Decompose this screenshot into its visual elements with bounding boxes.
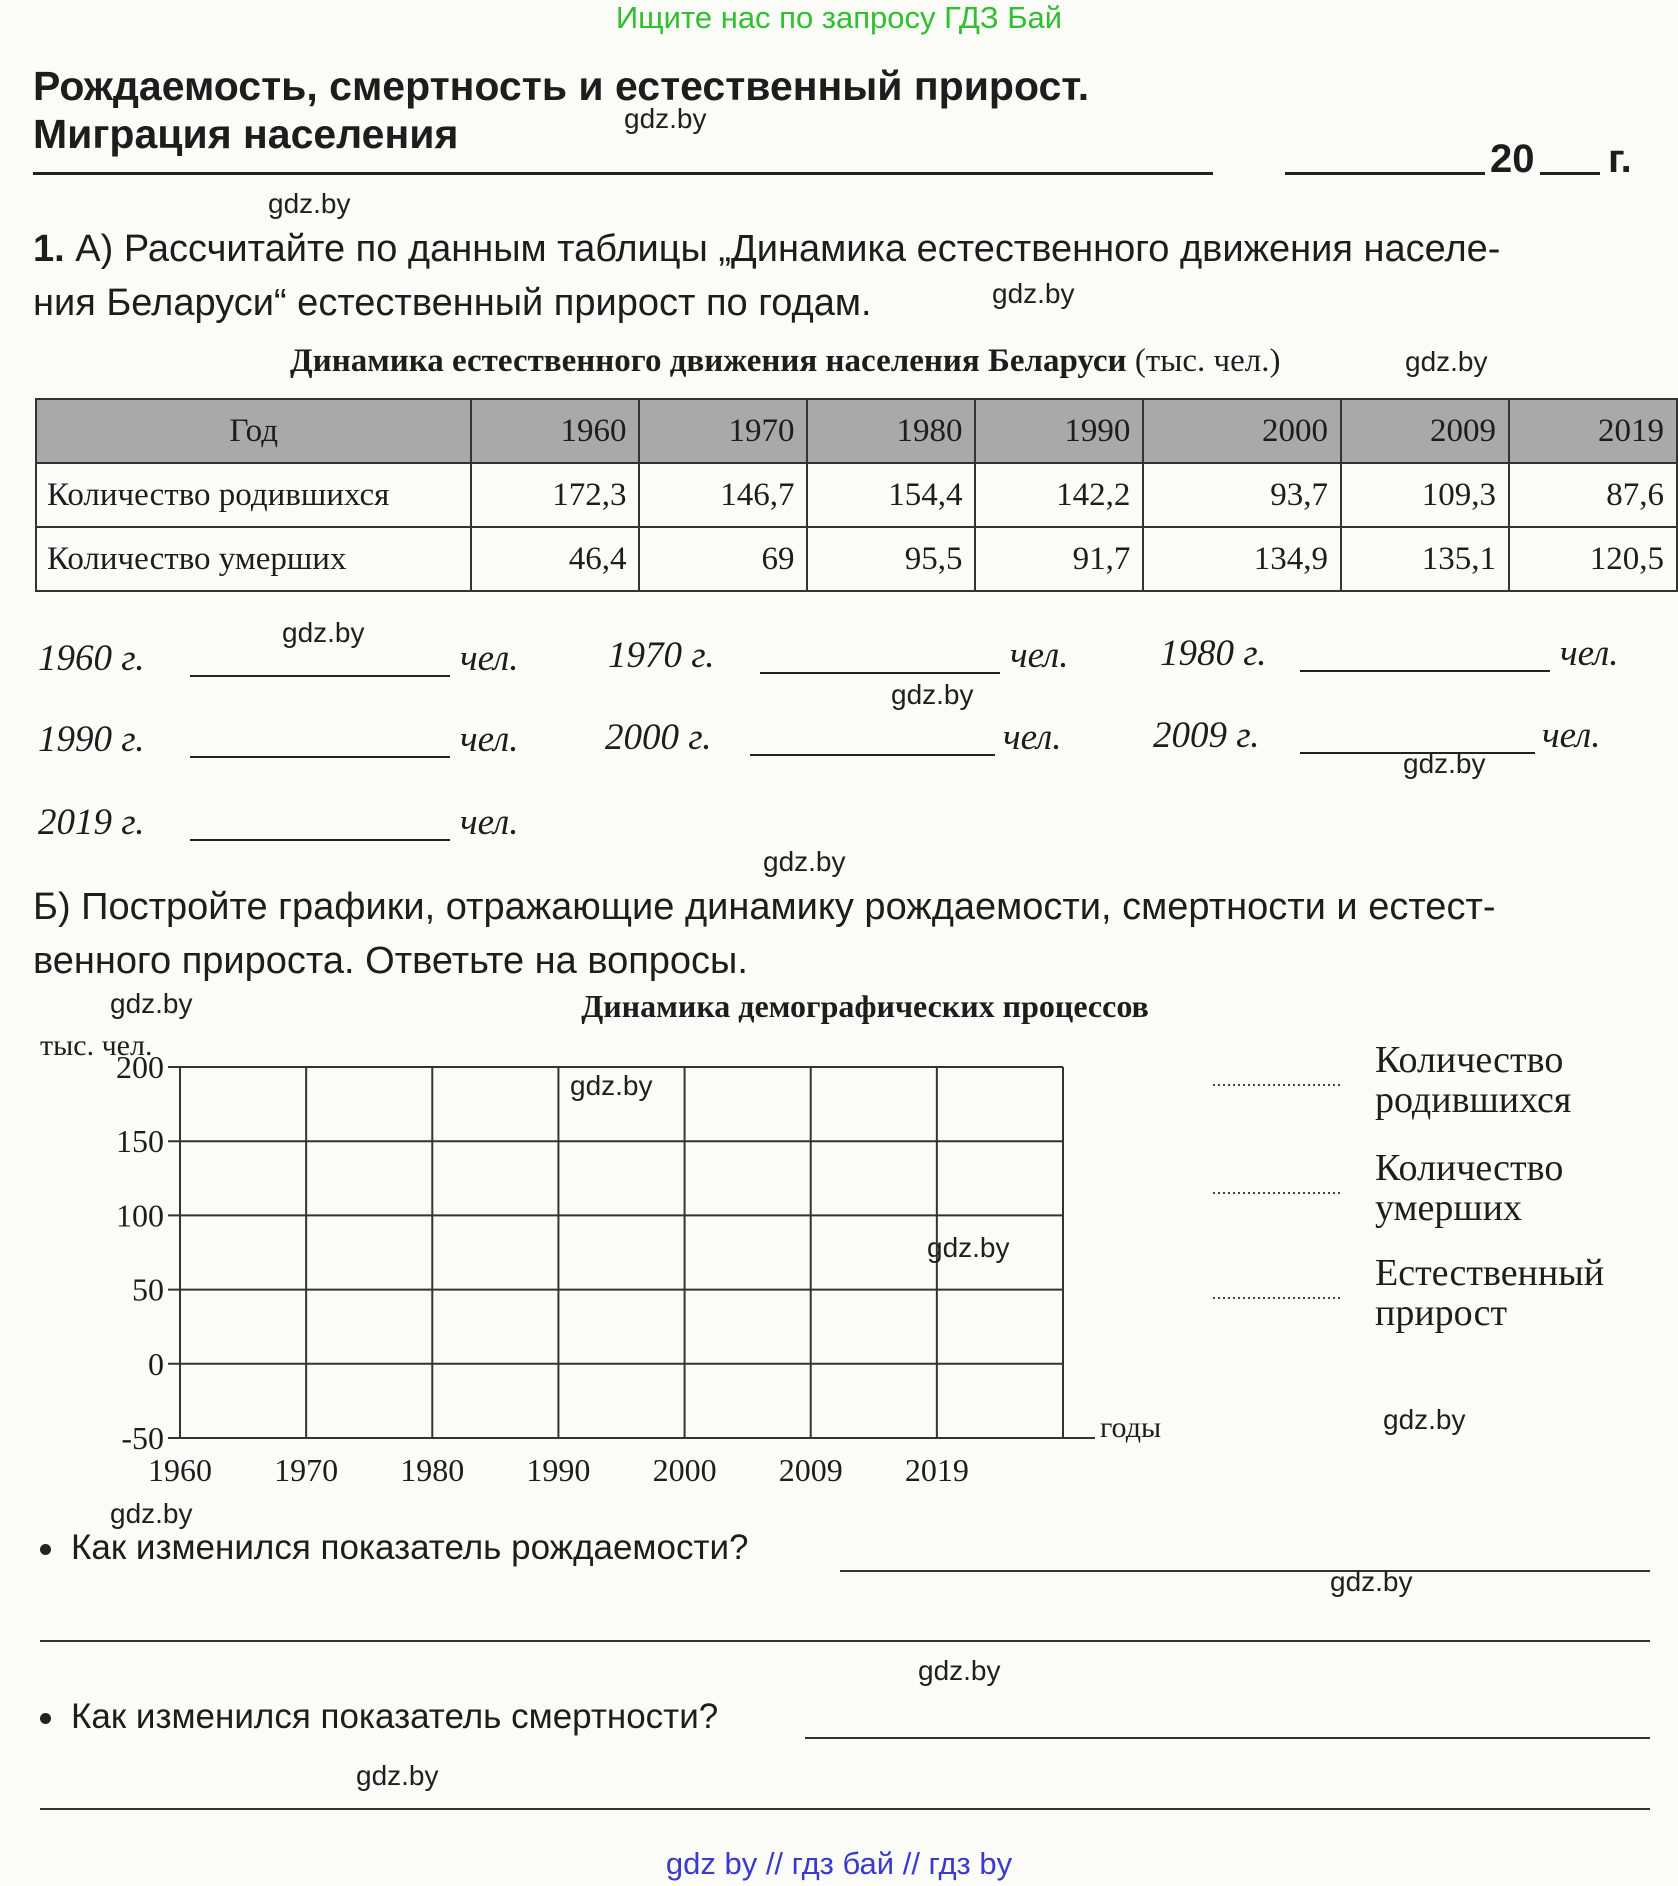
table-cell: 120,5 — [1509, 527, 1677, 591]
task-number: 1. — [33, 228, 65, 270]
table-header-year-label: Год — [36, 399, 471, 463]
table-header-year: 1980 — [807, 399, 975, 463]
watermark: gdz.by — [282, 617, 365, 648]
y-tick-label: -50 — [121, 1420, 164, 1456]
date-year-prefix: 20 — [1490, 137, 1535, 181]
watermark: gdz.by — [110, 1498, 193, 1529]
fill-blank-1970[interactable] — [760, 672, 1000, 674]
answer-line[interactable] — [40, 1808, 1650, 1810]
fill-unit: чел. — [460, 638, 519, 679]
task-1b-line-2: венного прироста. Ответьте на вопросы. — [33, 940, 748, 982]
question-text: Как изменился показатель смертности? — [71, 1697, 719, 1736]
fill-unit: чел. — [460, 719, 519, 760]
table-row-deaths — [36, 527, 1677, 591]
watermark: gdz.by — [891, 679, 974, 710]
task-1a-line-2: ния Беларуси“ естественный прирост по годам. — [33, 282, 872, 324]
legend-label: Количество родившихся — [1375, 1039, 1572, 1121]
fill-unit: чел. — [1560, 633, 1619, 674]
table-header-year: 1990 — [975, 399, 1143, 463]
table-header-year: 2009 — [1341, 399, 1509, 463]
fill-year-2000: 2000 г. — [605, 717, 712, 758]
x-tick-label: 1980 — [400, 1452, 465, 1488]
x-tick-label: 1960 — [148, 1452, 212, 1488]
watermark: gdz.by — [918, 1655, 1001, 1686]
table-cell: 135,1 — [1341, 527, 1509, 591]
bottom-banner: gdz by // гдз бай // гдз by — [665, 1846, 1013, 1881]
table-header-year: 2000 — [1143, 399, 1341, 463]
watermark: gdz.by — [570, 1070, 653, 1101]
watermark: gdz.by — [1403, 748, 1486, 779]
question-births — [40, 1528, 749, 1568]
y-axis-label: тыс. чел. — [40, 1029, 153, 1062]
title-underline — [33, 172, 1213, 175]
x-tick-label: 2009 — [778, 1452, 843, 1488]
y-tick-label: 200 — [116, 1049, 164, 1085]
table-cell: 172,3 — [471, 463, 639, 527]
x-axis-label: годы — [1100, 1411, 1162, 1444]
table-header-year: 2019 — [1509, 399, 1677, 463]
fill-blank-1960[interactable] — [190, 675, 450, 677]
x-tick-labels — [148, 1452, 969, 1488]
fill-unit: чел. — [1542, 715, 1601, 756]
watermark: gdz.by — [992, 278, 1075, 309]
table-row-label: Количество умерших — [36, 527, 471, 591]
watermark: gdz.by — [624, 103, 707, 134]
y-tick-label: 0 — [148, 1345, 164, 1382]
x-tick-label: 1970 — [274, 1452, 339, 1488]
fill-year-1980: 1980 г. — [1160, 633, 1267, 674]
answer-line[interactable] — [805, 1737, 1650, 1739]
fill-year-1990: 1990 г. — [38, 719, 145, 760]
watermark: gdz.by — [927, 1232, 1010, 1263]
table-cell: 95,5 — [807, 527, 975, 591]
fill-unit: чел. — [1010, 635, 1069, 676]
chart-title: Динамика демографических процессов — [581, 988, 1149, 1024]
watermark: gdz.by — [110, 988, 193, 1019]
table-cell: 154,4 — [807, 463, 975, 527]
table-header-year: 1960 — [471, 399, 639, 463]
bullet-icon — [40, 1544, 51, 1555]
x-tick-label: 1990 — [526, 1452, 591, 1488]
x-tick-label: 2019 — [904, 1452, 969, 1488]
y-tick-labels — [116, 1049, 164, 1456]
fill-year-1970: 1970 г. — [608, 635, 715, 676]
fill-blank-2000[interactable] — [750, 754, 995, 756]
table-row-births — [36, 463, 1677, 527]
table-cell: 69 — [639, 527, 807, 591]
table-caption-unit: (тыс. чел.) — [1134, 343, 1281, 379]
table-cell: 46,4 — [471, 527, 639, 591]
table-caption — [290, 343, 1281, 380]
answer-line[interactable] — [40, 1640, 1650, 1642]
table-cell: 91,7 — [975, 527, 1143, 591]
table-cell: 93,7 — [1143, 463, 1341, 527]
date-year-blank[interactable] — [1540, 172, 1600, 175]
chart-legend — [1213, 1039, 1604, 1334]
x-tick-label: 2000 — [652, 1452, 717, 1488]
answer-line[interactable] — [840, 1570, 1650, 1572]
watermark: gdz.by — [268, 188, 351, 219]
table-caption-title: Динамика естественного движения населения Беларуси — [290, 343, 1127, 379]
fill-unit: чел. — [1003, 717, 1062, 758]
task-1a-line-1: А) Рассчитайте по данным таблицы „Динамика естественного движения населе- — [75, 228, 1501, 270]
title-line-1: Рождаемость, смертность и естественный прирост. — [33, 63, 1090, 109]
table-row-label: Количество родившихся — [36, 463, 471, 527]
bullet-icon — [40, 1713, 51, 1724]
task-1a-text — [33, 222, 1643, 330]
watermark: gdz.by — [356, 1760, 439, 1791]
fill-year-2019: 2019 г. — [38, 802, 145, 843]
question-text: Как изменился показатель рождаемости? — [71, 1528, 749, 1567]
fill-year-1960: 1960 г. — [38, 638, 145, 679]
y-tick-label: 100 — [116, 1197, 164, 1234]
question-deaths — [40, 1697, 718, 1737]
fill-blank-1990[interactable] — [190, 756, 450, 758]
title-line-2: Миграция населения — [33, 111, 459, 157]
fill-year-2009: 2009 г. — [1153, 715, 1260, 756]
table-cell: 87,6 — [1509, 463, 1677, 527]
legend-label: Естественный прирост — [1375, 1252, 1605, 1334]
fill-unit: чел. — [460, 802, 519, 843]
watermark: gdz.by — [1330, 1566, 1413, 1597]
table-header-row — [36, 399, 1677, 463]
y-tick-label: 150 — [116, 1123, 164, 1160]
y-tick-label: 50 — [132, 1271, 164, 1308]
watermark: gdz.by — [763, 846, 846, 877]
page-title — [33, 62, 1089, 158]
watermark: gdz.by — [1383, 1404, 1466, 1435]
fill-blank-1980[interactable] — [1300, 670, 1550, 672]
population-dynamics-table — [35, 398, 1678, 592]
watermark: gdz.by — [1405, 346, 1488, 377]
legend-label: Количество умерших — [1375, 1147, 1564, 1229]
fill-blank-2019[interactable] — [190, 839, 450, 841]
date-year-suffix: г. — [1608, 137, 1632, 181]
table-cell: 109,3 — [1341, 463, 1509, 527]
table-cell: 142,2 — [975, 463, 1143, 527]
date-blank[interactable] — [1285, 172, 1485, 175]
table-cell: 146,7 — [639, 463, 807, 527]
top-search-banner: Ищите нас по запросу ГДЗ Бай — [615, 0, 1063, 35]
task-1b-line-1: Б) Постройте графики, отражающие динамику рождаемости, смертности и естест- — [33, 886, 1496, 928]
table-header-year: 1970 — [639, 399, 807, 463]
table-cell: 134,9 — [1143, 527, 1341, 591]
task-1b-text — [33, 880, 1643, 988]
